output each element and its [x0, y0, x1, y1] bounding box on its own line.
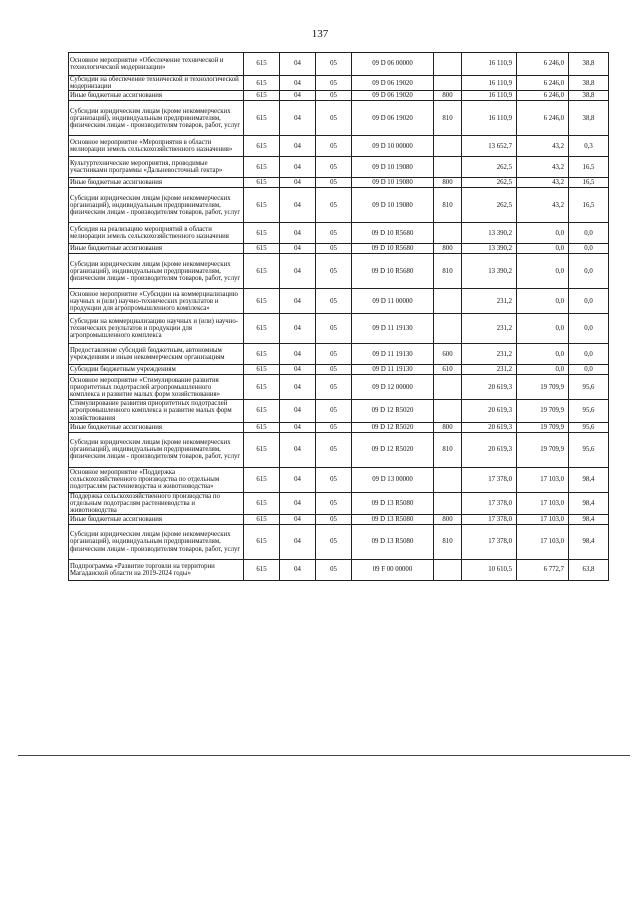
section-code: 04: [280, 400, 316, 422]
execution-percent: 98,4: [569, 525, 609, 560]
expense-type: [434, 467, 462, 492]
bottom-divider: [18, 755, 630, 756]
subsection-code: 05: [316, 178, 352, 188]
row-name: Поддержка сельскохозяйственного производства по отдельным подотраслям растениеводства и животноводства: [69, 492, 244, 514]
subsection-code: 05: [316, 467, 352, 492]
section-code: 04: [280, 365, 316, 375]
subsection-code: 05: [316, 365, 352, 375]
target-code: 09 D 12 00000: [352, 375, 434, 400]
execution-percent: 95,6: [569, 422, 609, 432]
section-code: 04: [280, 223, 316, 244]
expense-type: 810: [434, 188, 462, 223]
admin-code: 615: [244, 492, 280, 514]
execution-percent: 0,0: [569, 223, 609, 244]
execution-percent: 16,5: [569, 157, 609, 178]
table-row: [69, 467, 609, 492]
row-name: Субсидии юридическим лицам (кроме некоммерческих организаций), индивидуальным предпринимателям, физическим лицам - производителям товаров, работ, услуг: [69, 432, 244, 467]
section-code: 04: [280, 525, 316, 560]
table-row: [69, 101, 609, 136]
execution-percent: 98,4: [569, 467, 609, 492]
subsection-code: 05: [316, 91, 352, 101]
section-code: 04: [280, 76, 316, 91]
expense-type: [434, 289, 462, 314]
planned-amount: 20 619,3: [462, 400, 517, 422]
section-code: 04: [280, 314, 316, 344]
section-code: 04: [280, 375, 316, 400]
admin-code: 615: [244, 344, 280, 365]
table-row: [69, 515, 609, 525]
execution-percent: 38,8: [569, 53, 609, 76]
executed-amount: 0,0: [517, 244, 569, 254]
target-code: 09 F 00 00000: [352, 560, 434, 581]
expense-type: 800: [434, 422, 462, 432]
admin-code: 615: [244, 314, 280, 344]
subsection-code: 05: [316, 53, 352, 76]
table-row: [69, 525, 609, 560]
row-name: Субсидии на коммерциализацию научных и (или) научно-технических результатов и продукции для агропромышленного комплекса: [69, 314, 244, 344]
target-code: 09 D 11 00000: [352, 289, 434, 314]
table-row: [69, 244, 609, 254]
admin-code: 615: [244, 157, 280, 178]
execution-percent: 0,0: [569, 365, 609, 375]
executed-amount: 19 709,9: [517, 432, 569, 467]
subsection-code: 05: [316, 492, 352, 514]
planned-amount: 231,2: [462, 365, 517, 375]
admin-code: 615: [244, 467, 280, 492]
section-code: 04: [280, 157, 316, 178]
admin-code: 615: [244, 422, 280, 432]
table-row: [69, 432, 609, 467]
admin-code: 615: [244, 53, 280, 76]
table-row: [69, 365, 609, 375]
executed-amount: 0,0: [517, 344, 569, 365]
execution-percent: 0,0: [569, 244, 609, 254]
executed-amount: 17 103,0: [517, 525, 569, 560]
row-name: Иные бюджетные ассигнования: [69, 91, 244, 101]
admin-code: 615: [244, 365, 280, 375]
table-body: [69, 53, 609, 581]
executed-amount: 43,2: [517, 178, 569, 188]
section-code: 04: [280, 515, 316, 525]
section-code: 04: [280, 136, 316, 157]
admin-code: 615: [244, 101, 280, 136]
subsection-code: 05: [316, 515, 352, 525]
admin-code: 615: [244, 178, 280, 188]
admin-code: 615: [244, 136, 280, 157]
subsection-code: 05: [316, 400, 352, 422]
subsection-code: 05: [316, 157, 352, 178]
execution-percent: 95,6: [569, 375, 609, 400]
executed-amount: 6 246,0: [517, 101, 569, 136]
expense-type: [434, 157, 462, 178]
table-row: [69, 76, 609, 91]
section-code: 04: [280, 467, 316, 492]
target-code: 09 D 12 R5020: [352, 432, 434, 467]
planned-amount: 13 390,2: [462, 244, 517, 254]
executed-amount: 17 103,0: [517, 515, 569, 525]
row-name: Субсидии бюджетным учреждениям: [69, 365, 244, 375]
table-row: [69, 314, 609, 344]
planned-amount: 17 378,0: [462, 492, 517, 514]
planned-amount: 262,5: [462, 188, 517, 223]
admin-code: 615: [244, 525, 280, 560]
target-code: 09 D 11 19130: [352, 344, 434, 365]
executed-amount: 0,0: [517, 289, 569, 314]
row-name: Субсидии на обеспечение технической и технологической модернизации: [69, 76, 244, 91]
target-code: 09 D 12 R5020: [352, 400, 434, 422]
table-row: [69, 422, 609, 432]
row-name: Культуртехнические мероприятия, проводимые участниками программы «Дальневосточный гектар»: [69, 157, 244, 178]
table-row: [69, 400, 609, 422]
table-row: [69, 157, 609, 178]
execution-percent: 0,0: [569, 314, 609, 344]
expense-type: 610: [434, 365, 462, 375]
admin-code: 615: [244, 223, 280, 244]
planned-amount: 231,2: [462, 289, 517, 314]
expense-type: [434, 314, 462, 344]
executed-amount: 6 246,0: [517, 76, 569, 91]
execution-percent: 63,8: [569, 560, 609, 581]
target-code: 09 D 06 19020: [352, 76, 434, 91]
section-code: 04: [280, 422, 316, 432]
admin-code: 615: [244, 560, 280, 581]
section-code: 04: [280, 254, 316, 289]
expense-type: 810: [434, 101, 462, 136]
executed-amount: 0,0: [517, 223, 569, 244]
section-code: 04: [280, 178, 316, 188]
section-code: 04: [280, 244, 316, 254]
execution-percent: 98,4: [569, 492, 609, 514]
row-name: Основное мероприятие «Субсидии на коммерциализацию научных и (или) научно-технических результатов и продукции для агропромышленного комплекса»: [69, 289, 244, 314]
planned-amount: 13 390,2: [462, 254, 517, 289]
expense-type: [434, 492, 462, 514]
subsection-code: 05: [316, 432, 352, 467]
execution-percent: 0,0: [569, 289, 609, 314]
budget-table: [68, 52, 609, 581]
table-row: [69, 254, 609, 289]
subsection-code: 05: [316, 289, 352, 314]
planned-amount: 17 378,0: [462, 515, 517, 525]
admin-code: 615: [244, 188, 280, 223]
page-number: 137: [311, 28, 329, 40]
table-row: [69, 91, 609, 101]
target-code: 09 D 13 R5080: [352, 515, 434, 525]
execution-percent: 38,8: [569, 101, 609, 136]
row-name: Стимулирование развития приоритетных подотраслей агропромышленного комплекса и развитие малых форм хозяйствования: [69, 400, 244, 422]
target-code: 09 D 06 19020: [352, 101, 434, 136]
expense-type: 600: [434, 344, 462, 365]
expense-type: 810: [434, 432, 462, 467]
execution-percent: 16,5: [569, 178, 609, 188]
table-row: [69, 223, 609, 244]
subsection-code: 05: [316, 188, 352, 223]
execution-percent: 0,0: [569, 344, 609, 365]
planned-amount: 16 110,9: [462, 91, 517, 101]
admin-code: 615: [244, 76, 280, 91]
executed-amount: 19 709,9: [517, 422, 569, 432]
expense-type: [434, 560, 462, 581]
target-code: 09 D 13 00000: [352, 467, 434, 492]
execution-percent: 0,3: [569, 136, 609, 157]
expense-type: [434, 136, 462, 157]
planned-amount: 17 378,0: [462, 525, 517, 560]
executed-amount: 6 246,0: [517, 53, 569, 76]
target-code: 09 D 13 R5080: [352, 525, 434, 560]
target-code: 09 D 10 R5680: [352, 254, 434, 289]
row-name: Подпрограмма «Развитие торговли на территории Магаданской области на 2019-2024 годы»: [69, 560, 244, 581]
execution-percent: 95,6: [569, 400, 609, 422]
executed-amount: 6 772,7: [517, 560, 569, 581]
row-name: Иные бюджетные ассигнования: [69, 422, 244, 432]
expense-type: [434, 400, 462, 422]
expense-type: 800: [434, 515, 462, 525]
subsection-code: 05: [316, 136, 352, 157]
table-row: [69, 136, 609, 157]
subsection-code: 05: [316, 244, 352, 254]
target-code: 09 D 12 R5020: [352, 422, 434, 432]
planned-amount: 16 110,9: [462, 53, 517, 76]
execution-percent: 16,5: [569, 188, 609, 223]
planned-amount: 262,5: [462, 178, 517, 188]
subsection-code: 05: [316, 314, 352, 344]
executed-amount: 17 103,0: [517, 492, 569, 514]
subsection-code: 05: [316, 525, 352, 560]
table-row: [69, 344, 609, 365]
expense-type: 800: [434, 91, 462, 101]
subsection-code: 05: [316, 76, 352, 91]
admin-code: 615: [244, 91, 280, 101]
row-name: Основное мероприятие «Поддержка сельскохозяйственного производства по отдельным подотраслям растениеводства и животноводства»: [69, 467, 244, 492]
row-name: Субсидии юридическим лицам (кроме некоммерческих организаций), индивидуальным предпринимателям, физическим лицам - производителям товаров, работ, услуг: [69, 525, 244, 560]
planned-amount: 13 390,2: [462, 223, 517, 244]
execution-percent: 95,6: [569, 432, 609, 467]
section-code: 04: [280, 560, 316, 581]
section-code: 04: [280, 492, 316, 514]
target-code: 09 D 10 19080: [352, 178, 434, 188]
target-code: 09 D 10 00000: [352, 136, 434, 157]
target-code: 09 D 10 19080: [352, 188, 434, 223]
admin-code: 615: [244, 400, 280, 422]
execution-percent: 38,8: [569, 91, 609, 101]
target-code: 09 D 06 19020: [352, 91, 434, 101]
planned-amount: 10 610,5: [462, 560, 517, 581]
executed-amount: 17 103,0: [517, 467, 569, 492]
planned-amount: 16 110,9: [462, 76, 517, 91]
expense-type: 810: [434, 254, 462, 289]
section-code: 04: [280, 432, 316, 467]
row-name: Субсидии юридическим лицам (кроме некоммерческих организаций), индивидуальным предпринимателям, физическим лицам - производителям товаров, работ, услуг: [69, 254, 244, 289]
row-name: Предоставление субсидий бюджетным, автономным учреждениям и иным некоммерческим организациям: [69, 344, 244, 365]
section-code: 04: [280, 188, 316, 223]
row-name: Основное мероприятие «Стимулирование развития приоритетных подотраслей агропромышленного комплекса и развитие малых форм хозяйствования»: [69, 375, 244, 400]
table-row: [69, 289, 609, 314]
execution-percent: 38,8: [569, 76, 609, 91]
planned-amount: 16 110,9: [462, 101, 517, 136]
section-code: 04: [280, 91, 316, 101]
subsection-code: 05: [316, 560, 352, 581]
row-name: Субсидии юридическим лицам (кроме некоммерческих организаций), индивидуальным предпринимателям, физическим лицам - производителям товаров, работ, услуг: [69, 188, 244, 223]
row-name: Субсидии юридическим лицам (кроме некоммерческих организаций), индивидуальным предпринимателям, физическим лицам - производителям товаров, работ, услуг: [69, 101, 244, 136]
subsection-code: 05: [316, 254, 352, 289]
row-name: Субсидия на реализацию мероприятий в области мелиорации земель сельскохозяйственного назначения: [69, 223, 244, 244]
target-code: 09 D 11 19130: [352, 365, 434, 375]
executed-amount: 0,0: [517, 314, 569, 344]
table-row: [69, 53, 609, 76]
section-code: 04: [280, 344, 316, 365]
executed-amount: 43,2: [517, 188, 569, 223]
admin-code: 615: [244, 515, 280, 525]
admin-code: 615: [244, 375, 280, 400]
planned-amount: 13 652,7: [462, 136, 517, 157]
planned-amount: 20 619,3: [462, 432, 517, 467]
subsection-code: 05: [316, 375, 352, 400]
subsection-code: 05: [316, 223, 352, 244]
planned-amount: 262,5: [462, 157, 517, 178]
table-row: [69, 492, 609, 514]
executed-amount: 43,2: [517, 157, 569, 178]
target-code: 09 D 13 R5080: [352, 492, 434, 514]
section-code: 04: [280, 53, 316, 76]
execution-percent: 98,4: [569, 515, 609, 525]
expense-type: 800: [434, 178, 462, 188]
target-code: 09 D 06 00000: [352, 53, 434, 76]
section-code: 04: [280, 101, 316, 136]
table-row: [69, 560, 609, 581]
target-code: 09 D 11 19130: [352, 314, 434, 344]
row-name: Основное мероприятие «Обеспечение технической и технологической модернизации»: [69, 53, 244, 76]
planned-amount: 231,2: [462, 344, 517, 365]
admin-code: 615: [244, 432, 280, 467]
execution-percent: 0,0: [569, 254, 609, 289]
planned-amount: 17 378,0: [462, 467, 517, 492]
row-name: Иные бюджетные ассигнования: [69, 244, 244, 254]
row-name: Иные бюджетные ассигнования: [69, 515, 244, 525]
table-row: [69, 188, 609, 223]
planned-amount: 20 619,3: [462, 422, 517, 432]
planned-amount: 231,2: [462, 314, 517, 344]
target-code: 09 D 10 19080: [352, 157, 434, 178]
subsection-code: 05: [316, 422, 352, 432]
table-row: [69, 178, 609, 188]
executed-amount: 19 709,9: [517, 375, 569, 400]
expense-type: 810: [434, 525, 462, 560]
executed-amount: 6 246,0: [517, 91, 569, 101]
expense-type: [434, 375, 462, 400]
expense-type: [434, 53, 462, 76]
executed-amount: 43,2: [517, 136, 569, 157]
table-row: [69, 375, 609, 400]
subsection-code: 05: [316, 101, 352, 136]
admin-code: 615: [244, 244, 280, 254]
admin-code: 615: [244, 254, 280, 289]
executed-amount: 19 709,9: [517, 400, 569, 422]
subsection-code: 05: [316, 344, 352, 365]
executed-amount: 0,0: [517, 254, 569, 289]
expense-type: [434, 76, 462, 91]
row-name: Иные бюджетные ассигнования: [69, 178, 244, 188]
planned-amount: 20 619,3: [462, 375, 517, 400]
admin-code: 615: [244, 289, 280, 314]
target-code: 09 D 10 R5680: [352, 244, 434, 254]
section-code: 04: [280, 289, 316, 314]
target-code: 09 D 10 R5680: [352, 223, 434, 244]
executed-amount: 0,0: [517, 365, 569, 375]
expense-type: 800: [434, 244, 462, 254]
expense-type: [434, 223, 462, 244]
row-name: Основное мероприятие «Мероприятия в области мелиорации земель сельскохозяйственного назначения»: [69, 136, 244, 157]
